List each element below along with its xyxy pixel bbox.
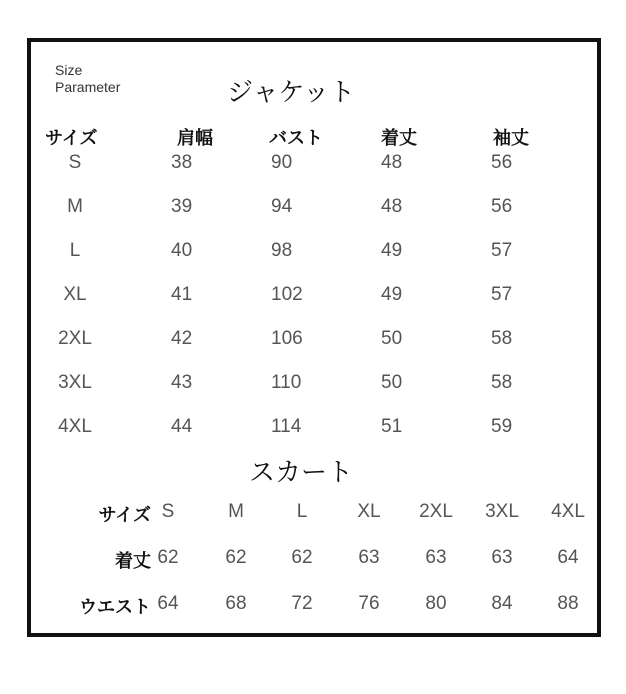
jacket-col-bust: バスト [269,128,323,149]
length-cell: 48 [381,152,403,173]
skirt-cell: 62 [157,547,179,568]
sleeve-cell: 57 [491,240,513,261]
shoulder-cell: 41 [171,284,193,305]
skirt-cell: L [296,501,308,522]
length-cell: 50 [381,328,403,349]
skirt-cell: 62 [291,547,313,568]
bust-cell: 102 [271,284,303,305]
bust-cell: 106 [271,328,303,349]
skirt-row-label: ウエスト [79,597,151,618]
skirt-cell: 76 [358,593,380,614]
skirt-cell: M [228,501,244,522]
size-cell: 4XL [58,416,92,437]
jacket-col-length: 着丈 [381,128,417,149]
size-parameter-label [55,62,120,96]
size-cell: 3XL [58,372,92,393]
skirt-cell: 2XL [419,501,453,522]
size-cell: S [68,152,82,173]
jacket-col-shoulder: 肩幅 [177,128,213,149]
sleeve-cell: 56 [491,152,513,173]
parameter-label: Parameter [55,79,121,95]
skirt-row-length [31,544,597,590]
size-chart-frame [27,38,601,637]
bust-cell: 110 [271,372,302,393]
sleeve-cell: 59 [491,416,513,437]
shoulder-cell: 44 [171,416,193,437]
skirt-cell: S [161,501,175,522]
skirt-cell: 88 [557,593,579,614]
table-row [31,372,597,416]
sleeve-cell: 56 [491,196,513,217]
skirt-row-waist [31,590,597,636]
skirt-cell: 63 [425,547,447,568]
table-row [31,328,597,372]
table-row [31,284,597,328]
length-cell: 51 [381,416,403,437]
jacket-col-sleeve: 袖丈 [493,128,529,149]
skirt-cell: 84 [491,593,513,614]
skirt-title: スカート [249,458,354,488]
skirt-cell: 3XL [485,501,519,522]
jacket-col-size: サイズ [45,128,98,149]
skirt-cell: 63 [491,547,513,568]
table-row [31,240,597,284]
skirt-row-label: サイズ [98,505,151,526]
skirt-cell: 80 [425,593,447,614]
shoulder-cell: 38 [171,152,193,173]
bust-cell: 114 [271,416,302,437]
jacket-size-table [31,122,597,460]
length-cell: 48 [381,196,403,217]
shoulder-cell: 43 [171,372,193,393]
sleeve-cell: 57 [491,284,513,305]
jacket-title: ジャケット [227,78,356,108]
bust-cell: 98 [271,240,293,261]
skirt-cell: 4XL [551,501,585,522]
skirt-cell: 64 [157,593,179,614]
jacket-header-row [31,122,597,152]
skirt-row-label: 着丈 [115,551,151,572]
bust-cell: 94 [271,196,293,217]
length-cell: 49 [381,284,403,305]
size-cell: XL [63,284,87,305]
skirt-row-size [31,498,597,544]
table-row [31,152,597,196]
table-row [31,196,597,240]
size-cell: 2XL [58,328,92,349]
length-cell: 49 [381,240,403,261]
skirt-cell: 62 [225,547,247,568]
skirt-cell: XL [357,501,381,522]
shoulder-cell: 40 [171,240,193,261]
size-cell: M [67,196,83,217]
sleeve-cell: 58 [491,372,513,393]
bust-cell: 90 [271,152,293,173]
skirt-cell: 64 [557,547,579,568]
skirt-cell: 68 [225,593,247,614]
skirt-cell: 63 [358,547,380,568]
skirt-cell: 72 [291,593,313,614]
shoulder-cell: 39 [171,196,193,217]
size-label: Size [55,62,83,78]
shoulder-cell: 42 [171,328,193,349]
length-cell: 50 [381,372,403,393]
sleeve-cell: 58 [491,328,513,349]
skirt-size-table [31,498,597,636]
size-cell: L [69,240,81,261]
